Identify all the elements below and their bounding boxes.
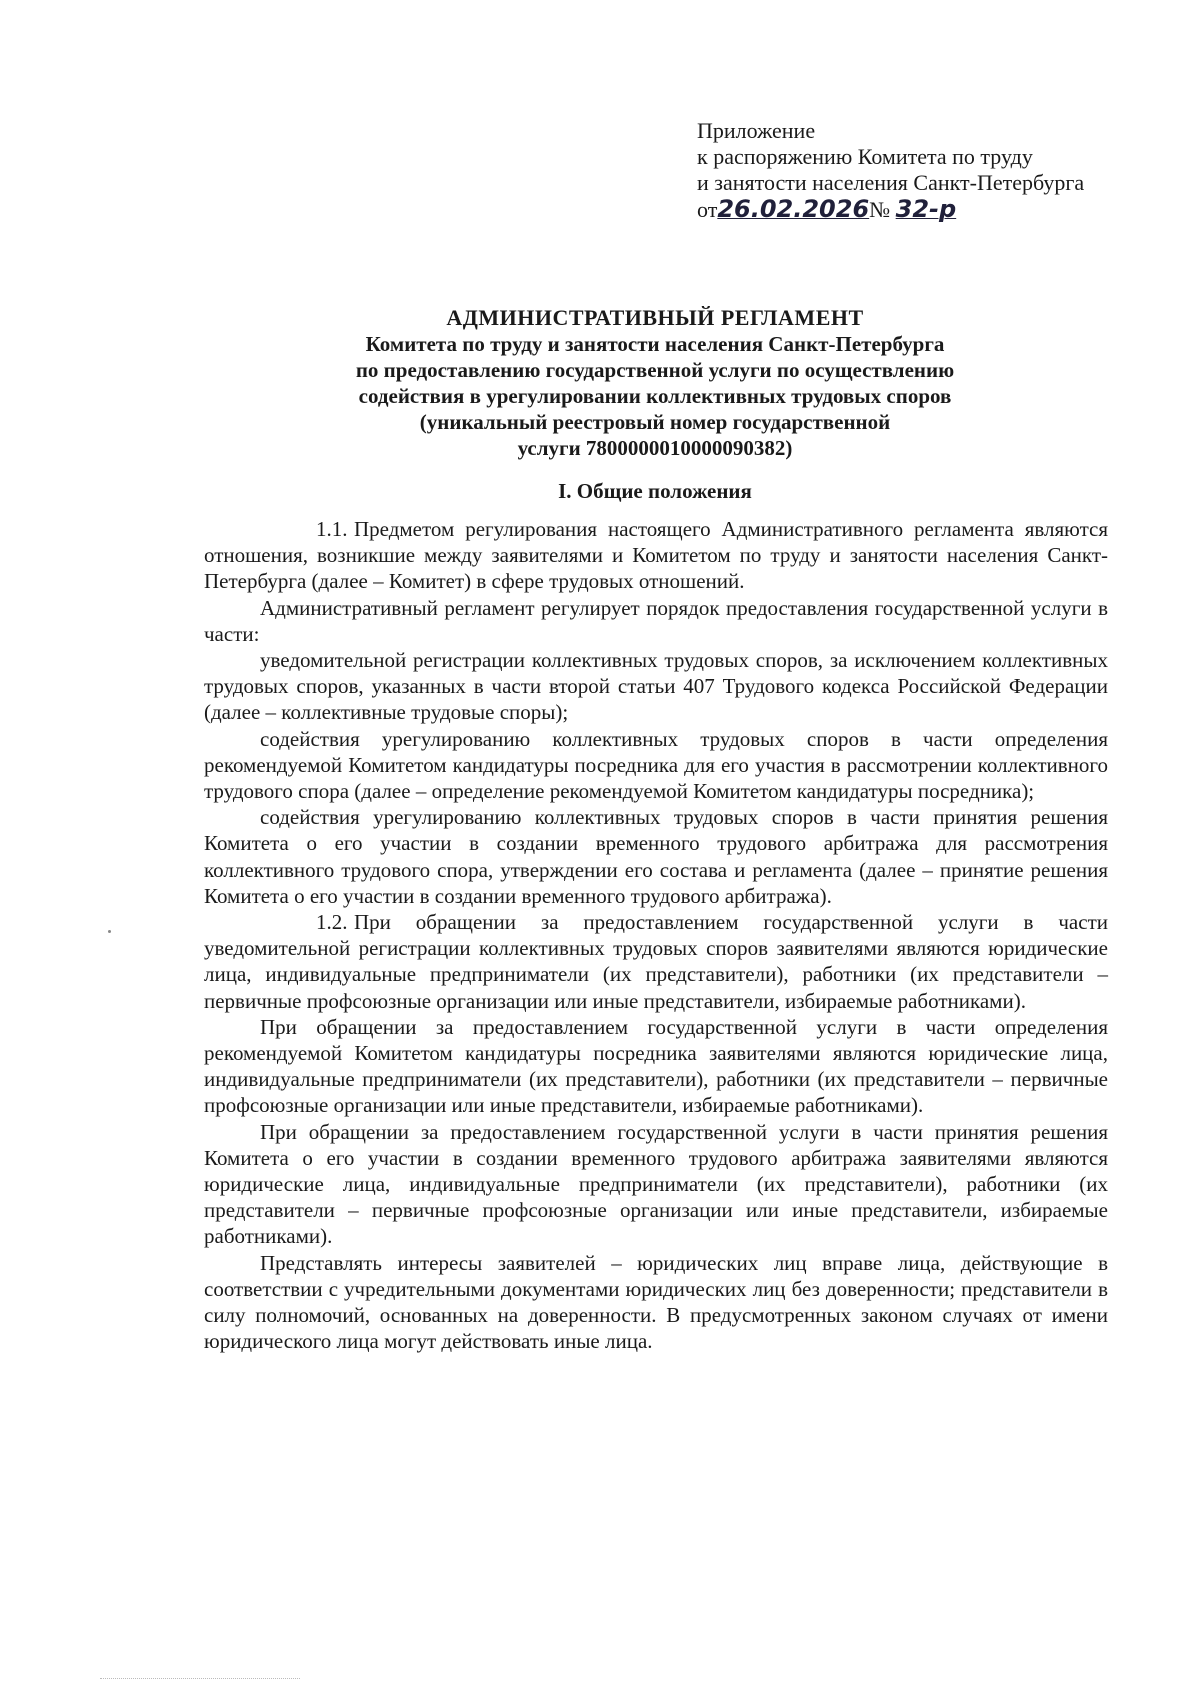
document-body bbox=[204, 516, 1108, 1355]
clause-number: 1.2. bbox=[316, 910, 348, 935]
appendix-order-ref: к распоряжению Комитета по труду bbox=[697, 144, 1033, 169]
title-line-2: Комитета по труду и занятости населения Санкт-Петербурга bbox=[365, 332, 945, 356]
paragraph: содействия урегулированию коллективных трудовых споров в части определения рекомендуемой Комитетом кандидатуры посредника для его участия в рассмотрении коллективного трудового спора (далее – определение рекомендуемой Комитетом кандидатуры посредника); bbox=[204, 726, 1108, 804]
appendix-label: Приложение bbox=[697, 118, 816, 143]
paragraph-text: Предметом регулирования настоящего Административного регламента являются отношения, возникшие между заявителями и Комитетом по труду и занятости населения Санкт-Петербурга (далее – Комитет) в сфере трудовых отношений. bbox=[204, 517, 1108, 594]
title-line-5: (уникальный реестровый номер государственной bbox=[419, 410, 891, 434]
document-title bbox=[200, 305, 1110, 461]
section-heading: I. Общие положения bbox=[558, 479, 752, 503]
paragraph: Административный регламент регулирует порядок предоставления государственной услуги в части: bbox=[204, 595, 1108, 646]
title-main: АДМИНИСТРАТИВНЫЙ РЕГЛАМЕНТ bbox=[446, 305, 864, 330]
paragraph: содействия урегулированию коллективных трудовых споров в части принятия решения Комитета о его участии в создании временного трудового арбитража для рассмотрения коллективного трудового спора, утверждении его состава и регламента (далее – принятие решения Комитета о его участии в создании временного трудового арбитража). bbox=[204, 805, 1108, 908]
appendix-committee: и занятости населения Санкт-Петербурга bbox=[697, 170, 1085, 195]
footer-scan-mark bbox=[100, 1678, 300, 1681]
title-line-6: услуги 7800000010000090382) bbox=[517, 436, 793, 460]
appendix-block bbox=[697, 118, 1084, 223]
paragraph-1-1 bbox=[204, 516, 1108, 595]
paragraph-text: При обращении за предоставлением государственной услуги в части уведомительной регистрации коллективных трудовых споров заявителями являются юридические лица, индивидуальные предприниматели (их представители), работники (их представители – первичные профсоюзные организации или иные представители, избираемые работниками). bbox=[204, 910, 1108, 1013]
number-prefix: № bbox=[869, 197, 891, 222]
handwritten-date: 26.02.2026 bbox=[717, 195, 870, 223]
appendix-date-line bbox=[697, 196, 1084, 223]
title-line-3: по предоставлению государственной услуги по осуществлению bbox=[355, 358, 955, 382]
handwritten-number: 32-р bbox=[895, 195, 957, 223]
paragraph-1-2 bbox=[204, 909, 1108, 1014]
clause-number: 1.1. bbox=[316, 517, 348, 541]
paragraph: При обращении за предоставлением государственной услуги в части определения рекомендуемой Комитетом кандидатуры посредника заявителями являются юридические лица, индивидуальные предприниматели (их представители), работники (их представители – первичные профсоюзные организации или иные представители, избираемые работниками). bbox=[204, 1014, 1108, 1118]
paragraph: Представлять интересы заявителей – юридических лиц вправе лица, действующие в соответствии с учредительными документами юридических лиц без доверенности; представители в силу полномочий, основанных на доверенности. В предусмотренных законом случаях от имени юридического лица могут действовать иные лица. bbox=[204, 1250, 1108, 1354]
title-line-4: содействия в урегулировании коллективных трудовых споров bbox=[358, 384, 952, 408]
paragraph: уведомительной регистрации коллективных трудовых споров, за исключением коллективных трудовых споров, указанных в части второй статьи 407 Трудового кодекса Российской Федерации (далее – коллективные трудовые споры); bbox=[204, 648, 1108, 725]
scan-artifact bbox=[108, 930, 111, 933]
date-prefix: от bbox=[697, 197, 718, 222]
paragraph: При обращении за предоставлением государственной услуги в части принятия решения Комитета о его участии в создании временного трудового арбитража заявителями являются юридические лица, индивидуальные предприниматели (их представители), работники (их представители – первичные профсоюзные организации или иные представители, избираемые работниками). bbox=[204, 1119, 1108, 1249]
